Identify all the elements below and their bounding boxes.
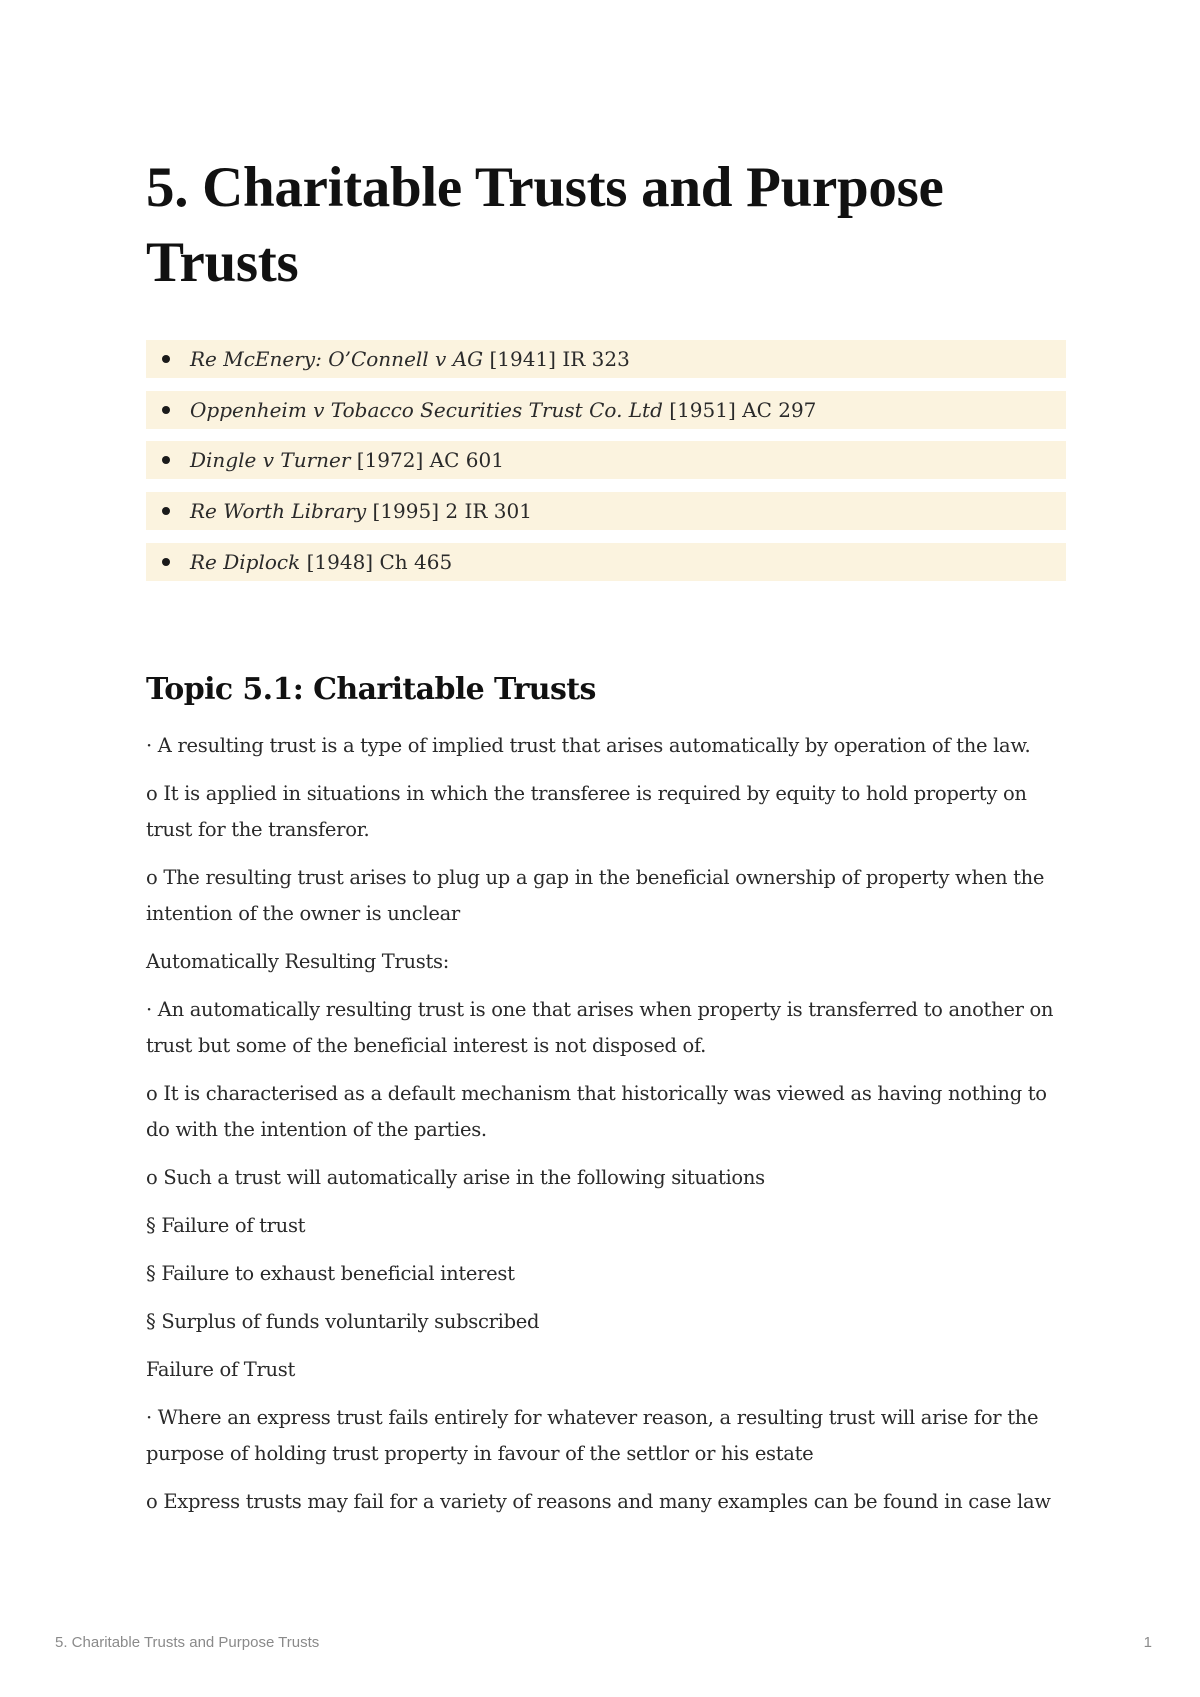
page-title: 5. Charitable Trusts and Purpose Trusts [146,156,944,294]
case-name: Re Worth Library [190,499,373,523]
bullet-icon [162,355,170,363]
bullet-icon [162,456,170,464]
case-name: Oppenheim v Tobacco Securities Trust Co. Ltd [190,398,670,422]
page-number: 1 [1143,1634,1152,1651]
paragraph: § Failure of trust [146,1214,306,1237]
case-item [146,441,1066,479]
bullet-icon [162,507,170,515]
paragraph: o It is applied in situations in which the transferee is required by equity to hold property on trust for the transferor. [146,782,1027,841]
section-heading: Topic 5.1: Charitable Trusts [146,672,596,707]
bullet-icon [162,558,170,566]
bullet-icon [162,406,170,414]
case-item [146,391,1066,429]
paragraph: § Failure to exhaust beneficial interest [146,1262,515,1285]
case-citation: [1941] IR 323 [489,347,630,371]
case-item [146,492,1066,530]
paragraph: o Express trusts may fail for a variety of reasons and many examples can be found in case law [146,1490,1051,1513]
paragraph: o The resulting trust arises to plug up a gap in the beneficial ownership of property when the intention of the owner is unclear [146,866,1045,925]
case-citation: [1948] Ch 465 [306,550,453,574]
footer-title: 5. Charitable Trusts and Purpose Trusts [55,1634,320,1651]
paragraph: · An automatically resulting trust is one that arises when property is transferred to another on trust but some of the beneficial interest is not disposed of. [146,998,1054,1057]
case-citation: [1951] AC 297 [669,398,817,422]
case-item [146,340,1066,378]
paragraph: Failure of Trust [146,1358,296,1381]
paragraph: o It is characterised as a default mechanism that historically was viewed as having nothing to do with the intention of the parties. [146,1082,1047,1141]
paragraph: § Surplus of funds voluntarily subscribed [146,1310,540,1333]
paragraph: Automatically Resulting Trusts: [146,950,449,973]
body-text [146,728,1076,1532]
case-name: Re Diplock [190,550,307,574]
case-citation: [1972] AC 601 [356,448,504,472]
page-footer [55,1634,1152,1654]
case-name: Re McEnery: O’Connell v AG [190,347,490,371]
case-item [146,543,1066,581]
paragraph: · Where an express trust fails entirely for whatever reason, a resulting trust will arise for the purpose of holding trust property in favour of the settlor or his estate [146,1406,1039,1465]
case-name: Dingle v Turner [190,448,357,472]
case-list [146,340,1066,594]
case-citation: [1995] 2 IR 301 [372,499,532,523]
paragraph: o Such a trust will automatically arise in the following situations [146,1166,765,1189]
paragraph: · A resulting trust is a type of implied trust that arises automatically by operation of the law. [146,734,1031,757]
